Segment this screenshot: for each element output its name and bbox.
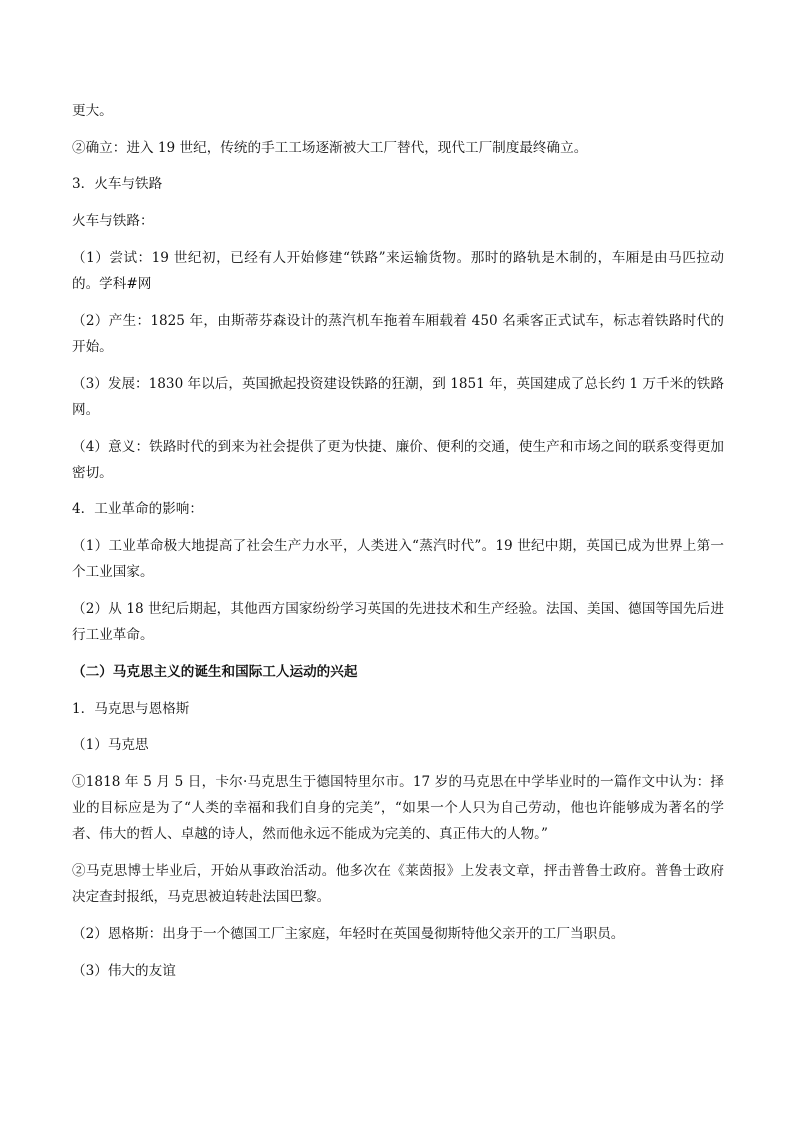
paragraph: （3）发展：1830 年以后，英国掀起投资建设铁路的狂潮，到 1851 年，英国建成了总长约 1 万千米的铁路网。 (72, 375, 724, 418)
paragraph: （4）意义：铁路时代的到来为社会提供了更为快捷、廉价、便利的交通，使生产和市场之间的联系变得更加密切。 (72, 438, 724, 481)
paragraph: 火车与铁路： (72, 213, 154, 230)
paragraph: ②马克思博士毕业后，开始从事政治活动。他多次在《莱茵报》上发表文章，抨击普鲁士政府。普鲁士政府决定查封报纸，马克思被迫转赴法国巴黎。 (72, 863, 724, 906)
section-heading: 1．马克思与恩格斯 (72, 700, 190, 717)
paragraph: （2）产生：1825 年，由斯蒂芬森设计的蒸汽机车拖着车厢载着 450 名乘客正式试车，标志着铁路时代的开始。 (72, 312, 724, 355)
paragraph: 更大。 (72, 103, 113, 119)
paragraph: （1）尝试：19 世纪初，已经有人开始修建“铁路”来运输货物。那时的路轨是木制的，车厢是由马匹拉动的。学科#网 (72, 249, 724, 293)
paragraph: （2）从 18 世纪后期起，其他西方国家纷纷学习英国的先进技术和生产经验。法国、美国、德国等国先后进行工业革命。 (72, 601, 724, 644)
section-heading: 4．工业革命的影响： (72, 501, 203, 518)
paragraph: （3）伟大的友谊 (72, 962, 176, 979)
paragraph: ②确立：进入 19 世纪，传统的手工工场逐渐被大工厂替代，现代工厂制度最终确立。 (72, 139, 588, 156)
paragraph: ①1818 年 5 月 5 日，卡尔·马克思生于德国特里尔市。17 岁的马克思在中学毕业时的一篇作文中认为：择业的目标应是为了“人类的幸福和我们自身的完美”，“如果一个人只为自己劳动，他也许能够成为著名的学者、伟大的哲人、卓越的诗人，然而他永远不能成为完美的、真正伟大的人物。” (72, 774, 724, 843)
document-body (72, 98, 724, 994)
paragraph: （1）工业革命极大地提高了社会生产力水平，人类进入“蒸汽时代”。19 世纪中期，英国已成为世界上第一个工业国家。 (72, 538, 724, 581)
paragraph: （2）恩格斯：出身于一个德国工厂主家庭，年轻时在英国曼彻斯特他父亲开的工厂当职员。 (72, 926, 625, 943)
section-heading: 3．火车与铁路 (72, 176, 163, 193)
paragraph: （1）马克思 (72, 737, 149, 754)
chapter-heading: （二）马克思主义的诞生和国际工人运动的兴起 (72, 663, 358, 680)
